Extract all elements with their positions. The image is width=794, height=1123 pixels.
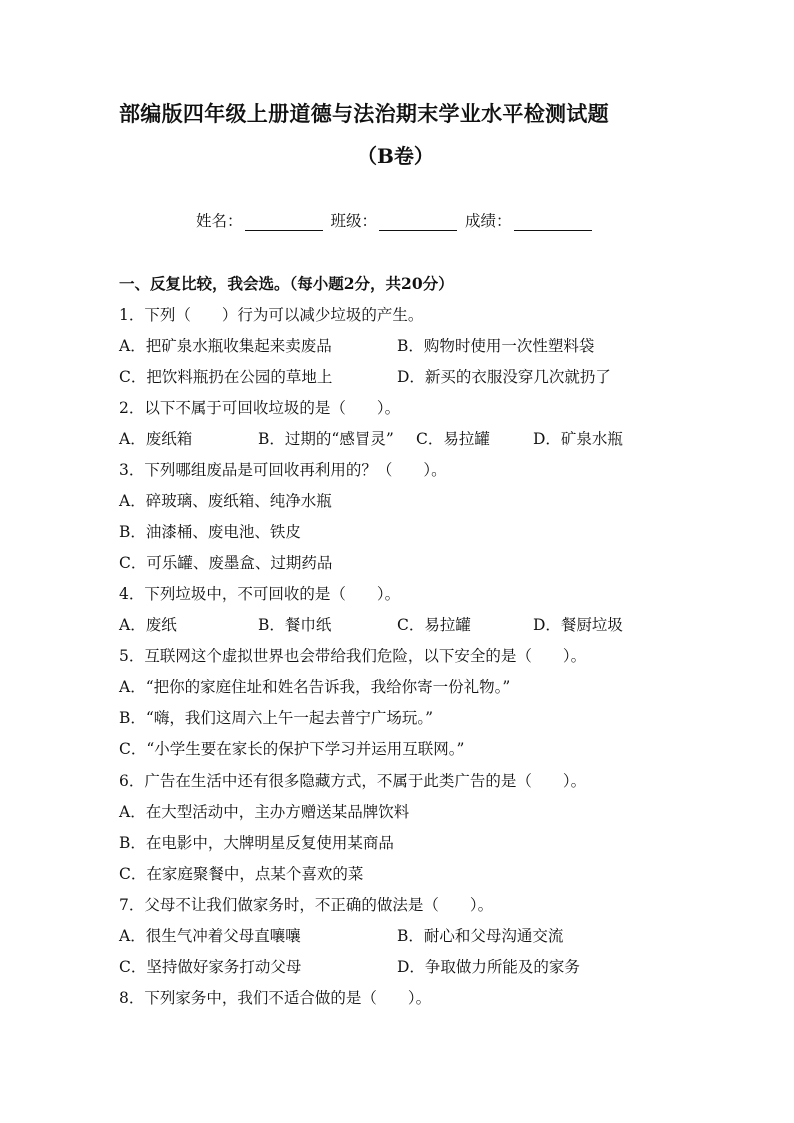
page-title: 部编版四年级上册道德与法治期末学业水平检测试题 xyxy=(119,101,609,126)
option-d: D．矿泉水瓶 xyxy=(533,430,623,448)
option-b: B．“嗨，我们这周六上午一起去普宁广场玩。” xyxy=(119,709,433,727)
option-c: C．把饮料瓶扔在公园的草地上 xyxy=(119,368,333,386)
option-d: D．争取做力所能及的家务 xyxy=(397,958,580,976)
question-stem: 7．父母不让我们做家务时，不正确的做法是（ ）。 xyxy=(119,896,494,914)
class-blank[interactable] xyxy=(379,213,457,231)
class-label: 班级： xyxy=(330,212,378,230)
option-a: A．很生气冲着父母直嚷嚷 xyxy=(119,927,301,945)
option-b: B．在电影中，大牌明星反复使用某商品 xyxy=(119,834,394,852)
option-a: A．废纸箱 xyxy=(119,430,193,448)
option-d: D．新买的衣服没穿几次就扔了 xyxy=(397,368,611,386)
question-stem: 2．以下不属于可回收垃圾的是（ ）。 xyxy=(119,399,401,417)
option-b: B．过期的“感冒灵” xyxy=(258,430,394,448)
option-a: A．碎玻璃、废纸箱、纯净水瓶 xyxy=(119,492,332,510)
student-info-line xyxy=(196,209,600,231)
name-label: 姓名： xyxy=(196,212,243,230)
option-c: C．在家庭聚餐中，点某个喜欢的菜 xyxy=(119,865,364,883)
score-blank[interactable] xyxy=(514,213,592,231)
option-c: C．易拉罐 xyxy=(416,430,490,448)
option-b: B．油漆桶、废电池、铁皮 xyxy=(119,523,301,541)
question-stem: 8．下列家务中，我们不适合做的是（ ）。 xyxy=(119,989,432,1007)
option-a: A．把矿泉水瓶收集起来卖废品 xyxy=(119,337,332,355)
section-heading: 一、反复比较，我会选。（每小题2分，共20分） xyxy=(119,274,454,293)
option-b: B．购物时使用一次性塑料袋 xyxy=(397,337,595,355)
option-c: C．坚持做好家务打动父母 xyxy=(119,958,302,976)
question-stem: 5．互联网这个虚拟世界也会带给我们危险，以下安全的是（ ）。 xyxy=(119,647,587,665)
score-label: 成绩： xyxy=(465,212,512,230)
option-a: A．在大型活动中，主办方赠送某品牌饮料 xyxy=(119,803,410,821)
question-stem: 4．下列垃圾中，不可回收的是（ ）。 xyxy=(119,585,401,603)
option-c: C．易拉罐 xyxy=(397,616,471,634)
option-b: B．餐巾纸 xyxy=(258,616,332,634)
option-c: C．可乐罐、废墨盒、过期药品 xyxy=(119,554,333,572)
name-blank[interactable] xyxy=(245,213,323,231)
option-c: C．“小学生要在家长的保护下学习并运用互联网。” xyxy=(119,740,465,758)
option-a: A．“把你的家庭住址和姓名告诉我，我给你寄一份礼物。” xyxy=(119,678,511,696)
page-subtitle: （B卷） xyxy=(357,144,434,168)
question-stem: 3．下列哪组废品是可回收再利用的？（ ）。 xyxy=(119,461,447,479)
question-stem: 6．广告在生活中还有很多隐藏方式，不属于此类广告的是（ ）。 xyxy=(119,772,587,790)
option-d: D．餐厨垃圾 xyxy=(533,616,623,634)
option-a: A．废纸 xyxy=(119,616,177,634)
question-stem: 1．下列（ ）行为可以减少垃圾的产生。 xyxy=(119,306,424,324)
option-b: B．耐心和父母沟通交流 xyxy=(397,927,564,945)
